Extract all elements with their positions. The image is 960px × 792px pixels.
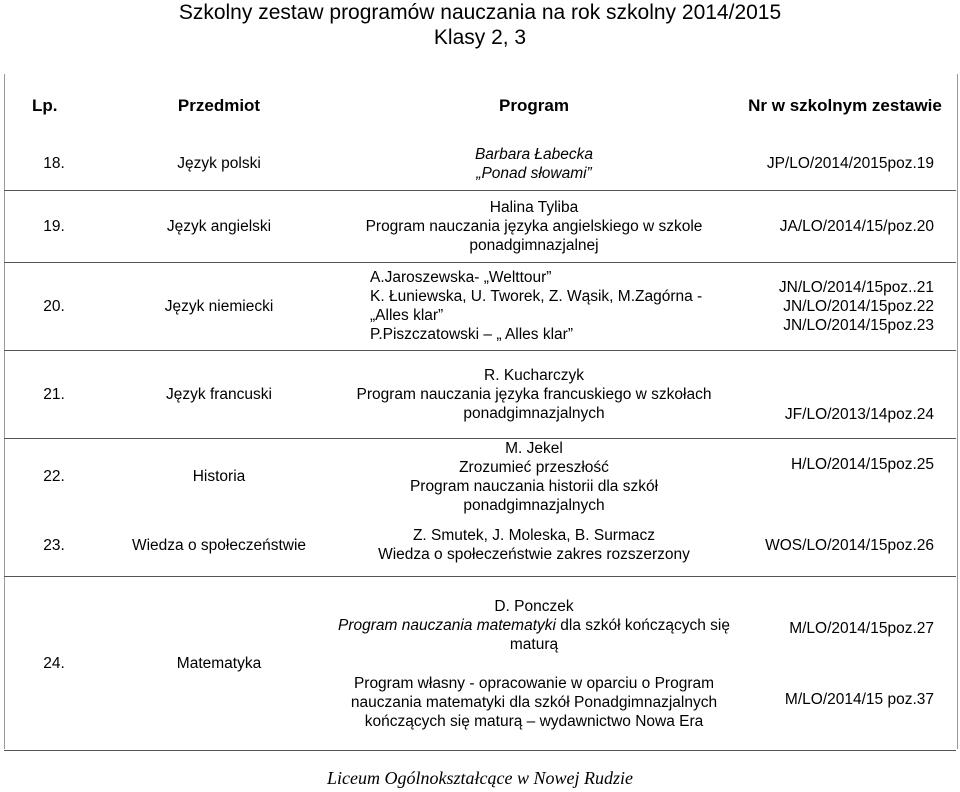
program-line (338, 616, 730, 635)
col-header-nr: Nr w szkolnym zestawie (748, 96, 942, 115)
program-line: maturą (509, 635, 559, 653)
program-author: Halina Tyliba (489, 198, 579, 216)
program-line: K. Łuniewska, U. Tworek, Z. Wąsik, M.Zagórna -„Alles klar” (370, 288, 703, 324)
row-lp: 23. (4, 515, 104, 577)
col-header-lp: Lp. (32, 96, 58, 115)
program-title: „Ponad słowami” (476, 164, 592, 182)
row-lp: 22. (43, 468, 65, 485)
row-program (334, 138, 734, 190)
program-line: kończących się maturą – wydawnictwo Nowa Era (364, 712, 704, 730)
row-nr: WOS/LO/2014/15poz.26 (734, 515, 956, 577)
row-lp: 21. (4, 350, 104, 438)
program-line-rest: dla szkół kończących się (555, 616, 730, 634)
row-lp: 18. (4, 138, 104, 190)
row-subject: Język polski (104, 138, 334, 190)
table-row (4, 190, 956, 262)
row-program (334, 190, 734, 262)
row-subject: Język niemiecki (104, 262, 334, 350)
row-nr: JP/LO/2014/2015poz.19 (734, 138, 956, 190)
nr-line: JN/LO/2014/15poz.23 (783, 316, 934, 334)
row-subject: Historia (192, 468, 246, 485)
row-program (334, 438, 734, 515)
row-nr: JF/LO/2013/14poz.24 (734, 350, 956, 438)
program-line: ponadgimnazjalnej (469, 236, 599, 254)
program-line: P.Piszczatowski – „ Alles klar” (370, 326, 573, 343)
row-subject: Język francuski (104, 350, 334, 438)
table-row (4, 262, 956, 350)
table-row (4, 438, 956, 515)
table-row (4, 515, 956, 577)
row-nr (734, 577, 956, 751)
program-author: Barbara Łabecka (474, 145, 594, 163)
row-program (334, 577, 734, 751)
program-line: Program nauczania języka francuskiego w szkołach (356, 385, 712, 403)
row-program (334, 262, 734, 350)
curriculum-table (4, 74, 956, 751)
program-title-italic: Program nauczania matematyki (338, 616, 556, 634)
row-lp: 24. (4, 577, 104, 751)
program-line: Program własny - opracowanie w oparciu o Program (353, 674, 715, 692)
program-author: Z. Smutek, J. Moleska, B. Surmacz (412, 527, 656, 545)
program-line: ponadgimnazjalnych (463, 404, 605, 422)
row-nr (734, 262, 956, 350)
col-header-program: Program (499, 96, 569, 115)
table-row (4, 138, 956, 190)
program-line: Zrozumieć przeszłość (459, 458, 609, 476)
row-lp: 20. (4, 262, 104, 350)
program-line: Wiedza o społeczeństwie zakres rozszerzony (378, 546, 690, 564)
program-author: D. Ponczek (494, 597, 574, 615)
document-title: Szkolny zestaw programów nauczania na rok szkolny 2014/2015 (178, 1, 782, 24)
row-subject: Matematyka (104, 577, 334, 751)
table-row (4, 577, 956, 751)
document-subtitle: Klasy 2, 3 (433, 26, 527, 49)
nr-line: M/LO/2014/15poz.27 (789, 619, 934, 637)
program-author: M. Jekel (505, 439, 563, 457)
row-program (334, 350, 734, 438)
nr-line: M/LO/2014/15 poz.37 (784, 690, 934, 708)
program-line: Program nauczania historii dla szkół ponadgimnazjalnych (409, 477, 659, 514)
row-program (334, 515, 734, 577)
program-line: nauczania matematyki dla szkół Ponadgimnazjalnych (350, 693, 718, 711)
table-header-row (4, 74, 956, 138)
row-subject: Język angielski (104, 190, 334, 262)
col-header-subject: Przedmiot (177, 96, 261, 115)
row-subject: Wiedza o społeczeństwie (104, 515, 334, 577)
nr-line: JN/LO/2014/15poz.22 (783, 297, 934, 315)
table-row (4, 350, 956, 438)
row-lp: 19. (4, 190, 104, 262)
row-nr: JA/LO/2014/15/poz.20 (734, 190, 956, 262)
program-line: A.Jaroszewska- „Welttour” (370, 269, 552, 286)
footer-school-name: Liceum Ogólnokształcące w Nowej Rudzie (327, 768, 633, 788)
row-nr: H/LO/2014/15poz.25 (790, 455, 934, 473)
program-line: Program nauczania języka angielskiego w szkole (365, 217, 703, 235)
nr-line: JN/LO/2014/15poz..21 (778, 278, 934, 296)
program-author: R. Kucharczyk (484, 366, 584, 384)
